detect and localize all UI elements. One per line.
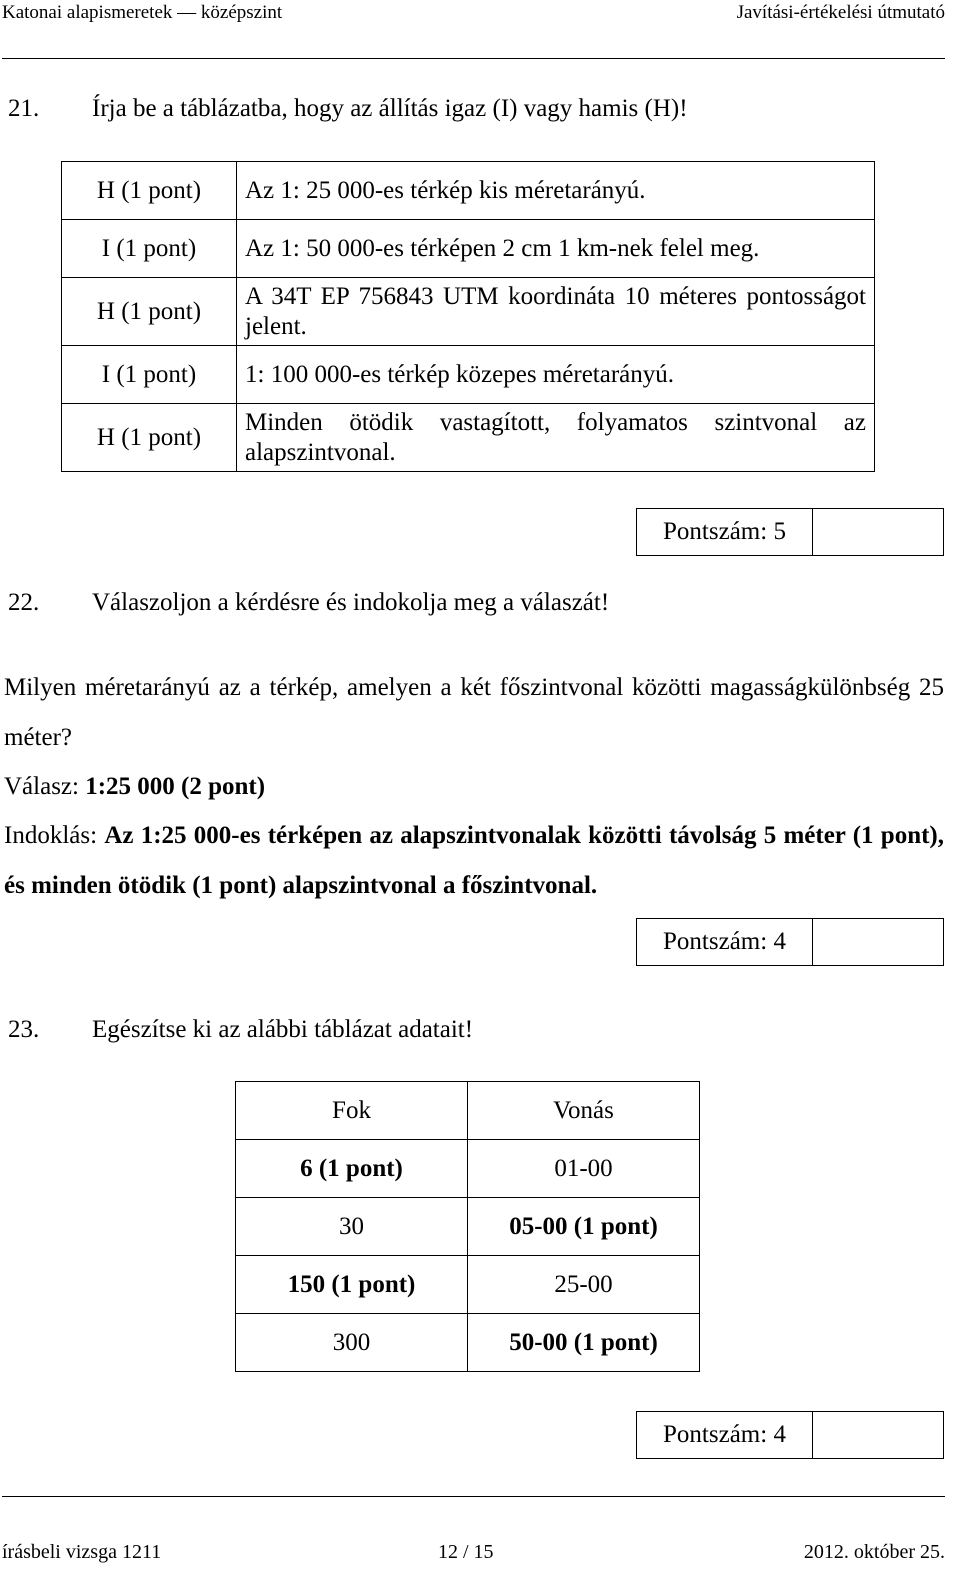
answer-prefix: Válasz: xyxy=(4,773,86,800)
table-row xyxy=(236,1140,700,1198)
statement-cell: A 34T EP 756843 UTM koordináta 10 méteres pontosságot jelent. xyxy=(237,278,875,346)
statement-cell: Az 1: 50 000-es térképen 2 cm 1 km-nek felel meg. xyxy=(237,220,875,278)
answer-cell: H (1 pont) xyxy=(62,278,237,346)
score-box xyxy=(636,508,944,556)
score-box xyxy=(636,1411,944,1459)
header-rule xyxy=(2,58,945,59)
mil-cell: 01-00 xyxy=(468,1140,700,1198)
question-text: Válaszoljon a kérdésre és indokolja meg a válaszát! xyxy=(92,589,610,616)
question-prompt: Milyen méretarányú az a térkép, amelyen a két főszintvonal közötti magasságkülönbség 25 méter? xyxy=(4,674,944,751)
degree-cell: 150 (1 pont) xyxy=(236,1256,468,1314)
reason-prefix: Indoklás: xyxy=(4,822,105,849)
score-value-field[interactable] xyxy=(813,509,943,555)
question-number: 22. xyxy=(8,589,40,616)
table-row xyxy=(62,162,875,220)
answer-cell: H (1 pont) xyxy=(62,404,237,472)
mil-cell: 25-00 xyxy=(468,1256,700,1314)
footer-date: 2012. október 25. xyxy=(803,1541,945,1563)
header-doc-type: Javítási-értékelési útmutató xyxy=(736,2,945,23)
answer-cell: I (1 pont) xyxy=(62,220,237,278)
score-box xyxy=(636,918,944,966)
table-row xyxy=(236,1314,700,1372)
mil-cell: 05-00 (1 pont) xyxy=(468,1198,700,1256)
column-header: Fok xyxy=(236,1082,468,1140)
degree-cell: 30 xyxy=(236,1198,468,1256)
table-row xyxy=(236,1198,700,1256)
reason-paragraph xyxy=(4,811,944,911)
statement-cell: 1: 100 000-es térkép közepes méretarányú. xyxy=(237,346,875,404)
footer-exam-code: írásbeli vizsga 1211 xyxy=(2,1541,162,1563)
question-text: Egészítse ki az alábbi táblázat adatait! xyxy=(92,1016,474,1043)
table-row xyxy=(62,278,875,346)
question-number: 21. xyxy=(8,95,40,122)
statement-cell: Minden ötödik vastagított, folyamatos szintvonal az alapszintvonal. xyxy=(237,404,875,472)
answer-cell: I (1 pont) xyxy=(62,346,237,404)
table-row xyxy=(62,346,875,404)
footer-page-number: 12 / 15 xyxy=(438,1541,494,1563)
answer-cell: H (1 pont) xyxy=(62,162,237,220)
page-header xyxy=(0,0,945,30)
score-value-field[interactable] xyxy=(813,1412,943,1458)
score-label: Pontszám: 4 xyxy=(637,1412,813,1458)
column-header: Vonás xyxy=(468,1082,700,1140)
table-row xyxy=(62,404,875,472)
answer-value: 1:25 000 (2 pont) xyxy=(85,773,266,800)
score-label: Pontszám: 5 xyxy=(637,509,813,555)
score-label: Pontszám: 4 xyxy=(637,919,813,965)
question-text: Írja be a táblázatba, hogy az állítás igaz (I) vagy hamis (H)! xyxy=(92,95,688,122)
degree-mil-table xyxy=(235,1081,700,1372)
header-subject: Katonai alapismeretek — középszint xyxy=(2,2,283,23)
score-value-field[interactable] xyxy=(813,919,943,965)
statement-cell: Az 1: 25 000-es térkép kis méretarányú. xyxy=(237,162,875,220)
answer-line xyxy=(4,762,944,812)
table-row xyxy=(236,1256,700,1314)
question-number: 23. xyxy=(8,1016,40,1043)
footer-rule xyxy=(2,1496,945,1497)
mil-cell: 50-00 (1 pont) xyxy=(468,1314,700,1372)
degree-cell: 300 xyxy=(236,1314,468,1372)
reason-text: Az 1:25 000-es térképen az alapszintvonalak közötti távolság 5 méter (1 pont), és minden ötödik (1 pont) alapszintvonal a főszintvonal. xyxy=(4,822,944,899)
degree-cell: 6 (1 pont) xyxy=(236,1140,468,1198)
table-row xyxy=(62,220,875,278)
true-false-table xyxy=(61,161,875,472)
table-header-row xyxy=(236,1082,700,1140)
